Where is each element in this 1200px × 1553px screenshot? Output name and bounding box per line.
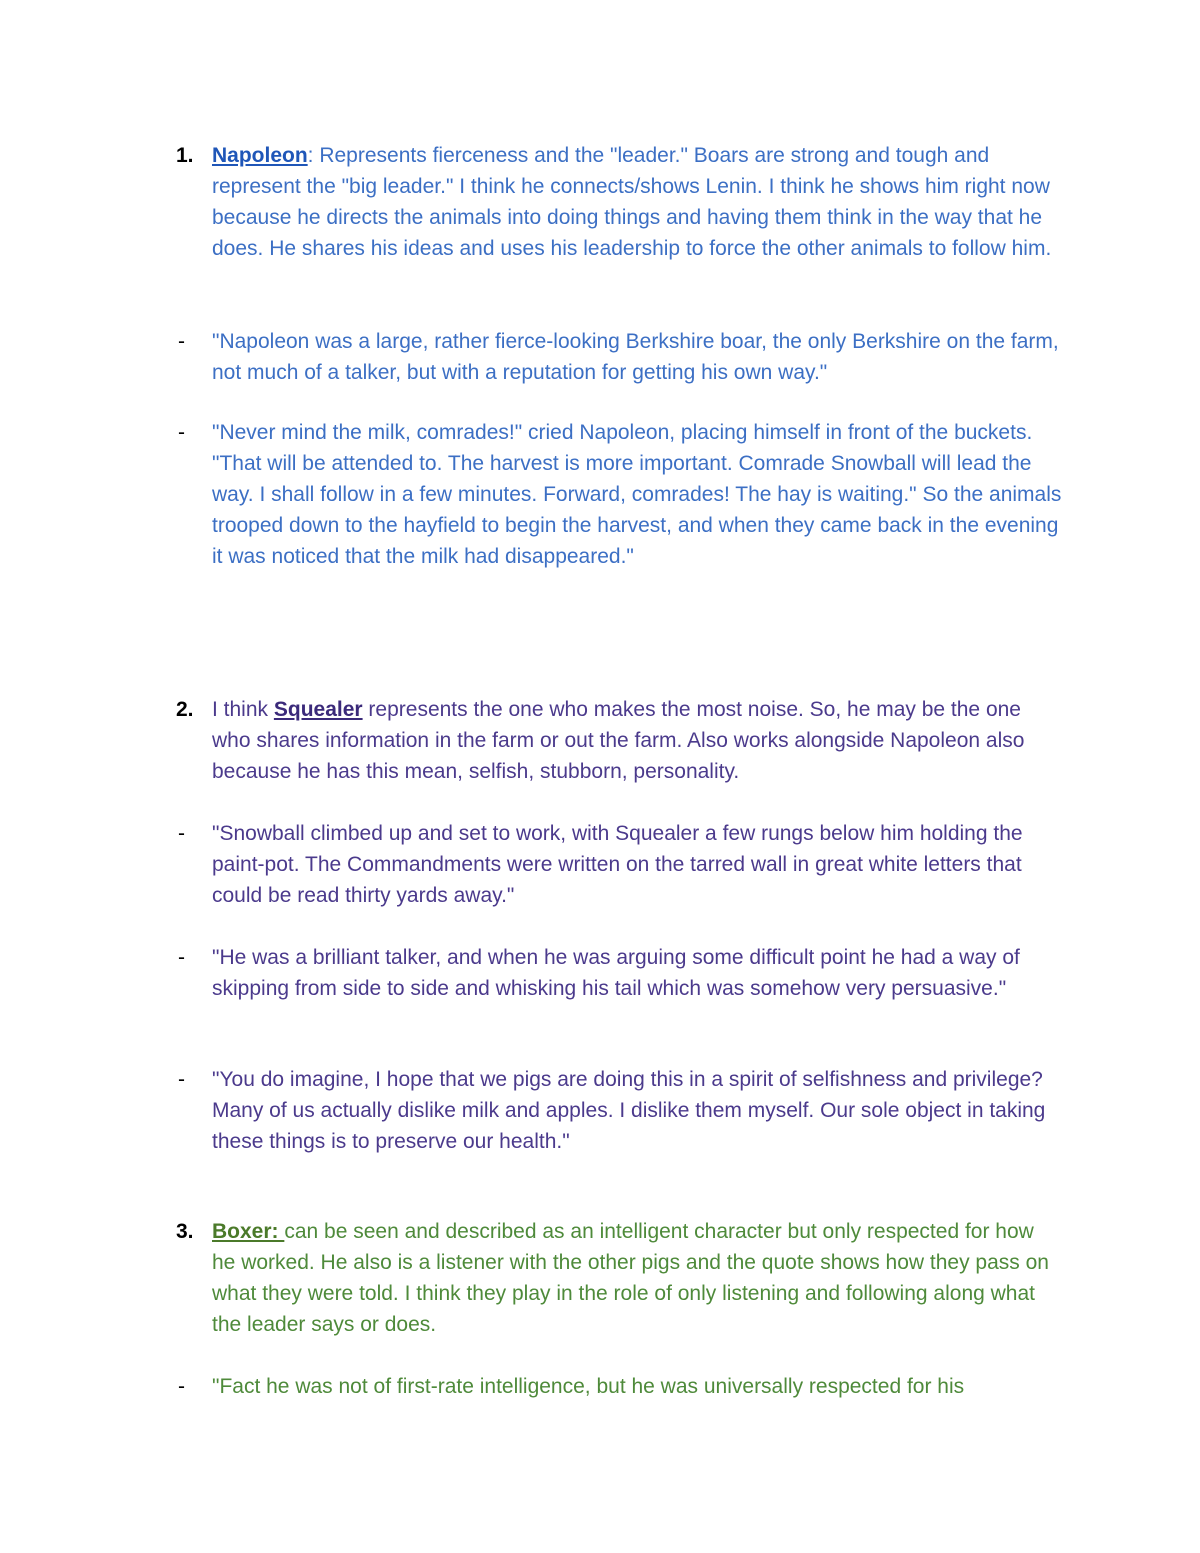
dash-bullet: - — [178, 421, 185, 444]
list-item-text — [212, 140, 1062, 264]
description-text: : Represents fierceness and the "leader." Boars are strong and tough and represent the "big leader." I think he connects/shows Lenin. I think he shows him right now because he directs the animals into doing things and having them think in the way that he does. He shares his ideas and uses his leadership to force the other animals to follow him. — [212, 144, 1052, 260]
dash-bullet: - — [178, 946, 185, 969]
dash-bullet: - — [178, 1375, 185, 1398]
list-item-text — [212, 694, 1062, 787]
quote-text: "Snowball climbed up and set to work, with Squealer a few rungs below him holding the paint-pot. The Commandments were written on the tarred wall in great white letters that could be read thirty yards away." — [212, 822, 1023, 907]
character-name: Napoleon — [212, 144, 308, 167]
list-number: 2. — [176, 698, 194, 721]
dash-bullet: - — [178, 822, 185, 845]
list-number: 1. — [176, 144, 194, 167]
quote-text: "Fact he was not of first-rate intelligence, but he was universally respected for his — [212, 1375, 965, 1398]
list-number: 3. — [176, 1220, 194, 1243]
list-item-text — [212, 1216, 1062, 1340]
character-name: Boxer: — [212, 1220, 285, 1243]
description-text: represents the one who makes the most noise. So, he may be the one who shares information in the farm or out the farm. Also works alongside Napoleon also because he has this mean, selfish, stubborn, personality. — [212, 698, 1025, 783]
lead-text: I think — [212, 698, 274, 721]
description-text: can be seen and described as an intelligent character but only respected for how he worked. He also is a listener with the other pigs and the quote shows how they pass on what they were told. I think they play in the role of only listening and following along what the leader says or does. — [212, 1220, 1049, 1336]
quote-text: "He was a brilliant talker, and when he was arguing some difficult point he had a way of skipping from side to side and whisking his tail which was somehow very persuasive." — [212, 946, 1020, 1000]
quote-text: "Napoleon was a large, rather fierce-looking Berkshire boar, the only Berkshire on the farm, not much of a talker, but with a reputation for getting his own way." — [212, 330, 1059, 384]
dash-bullet: - — [178, 330, 185, 353]
dash-bullet: - — [178, 1068, 185, 1091]
character-name: Squealer — [273, 698, 363, 721]
quote-text: "You do imagine, I hope that we pigs are doing this in a spirit of selfishness and privilege? Many of us actually dislike milk and apples. I dislike them myself. Our sole object in taking these things is to preserve our health." — [212, 1068, 1046, 1153]
quote-text: "Never mind the milk, comrades!" cried Napoleon, placing himself in front of the buckets. "That will be attended to. The harvest is more important. Comrade Snowball will lead the way. I shall follow in a few minutes. Forward, comrades! The hay is waiting." So the animals trooped down to the hayfield to begin the harvest, and when they came back in the evening it was noticed that the milk had disappeared." — [212, 421, 1062, 568]
